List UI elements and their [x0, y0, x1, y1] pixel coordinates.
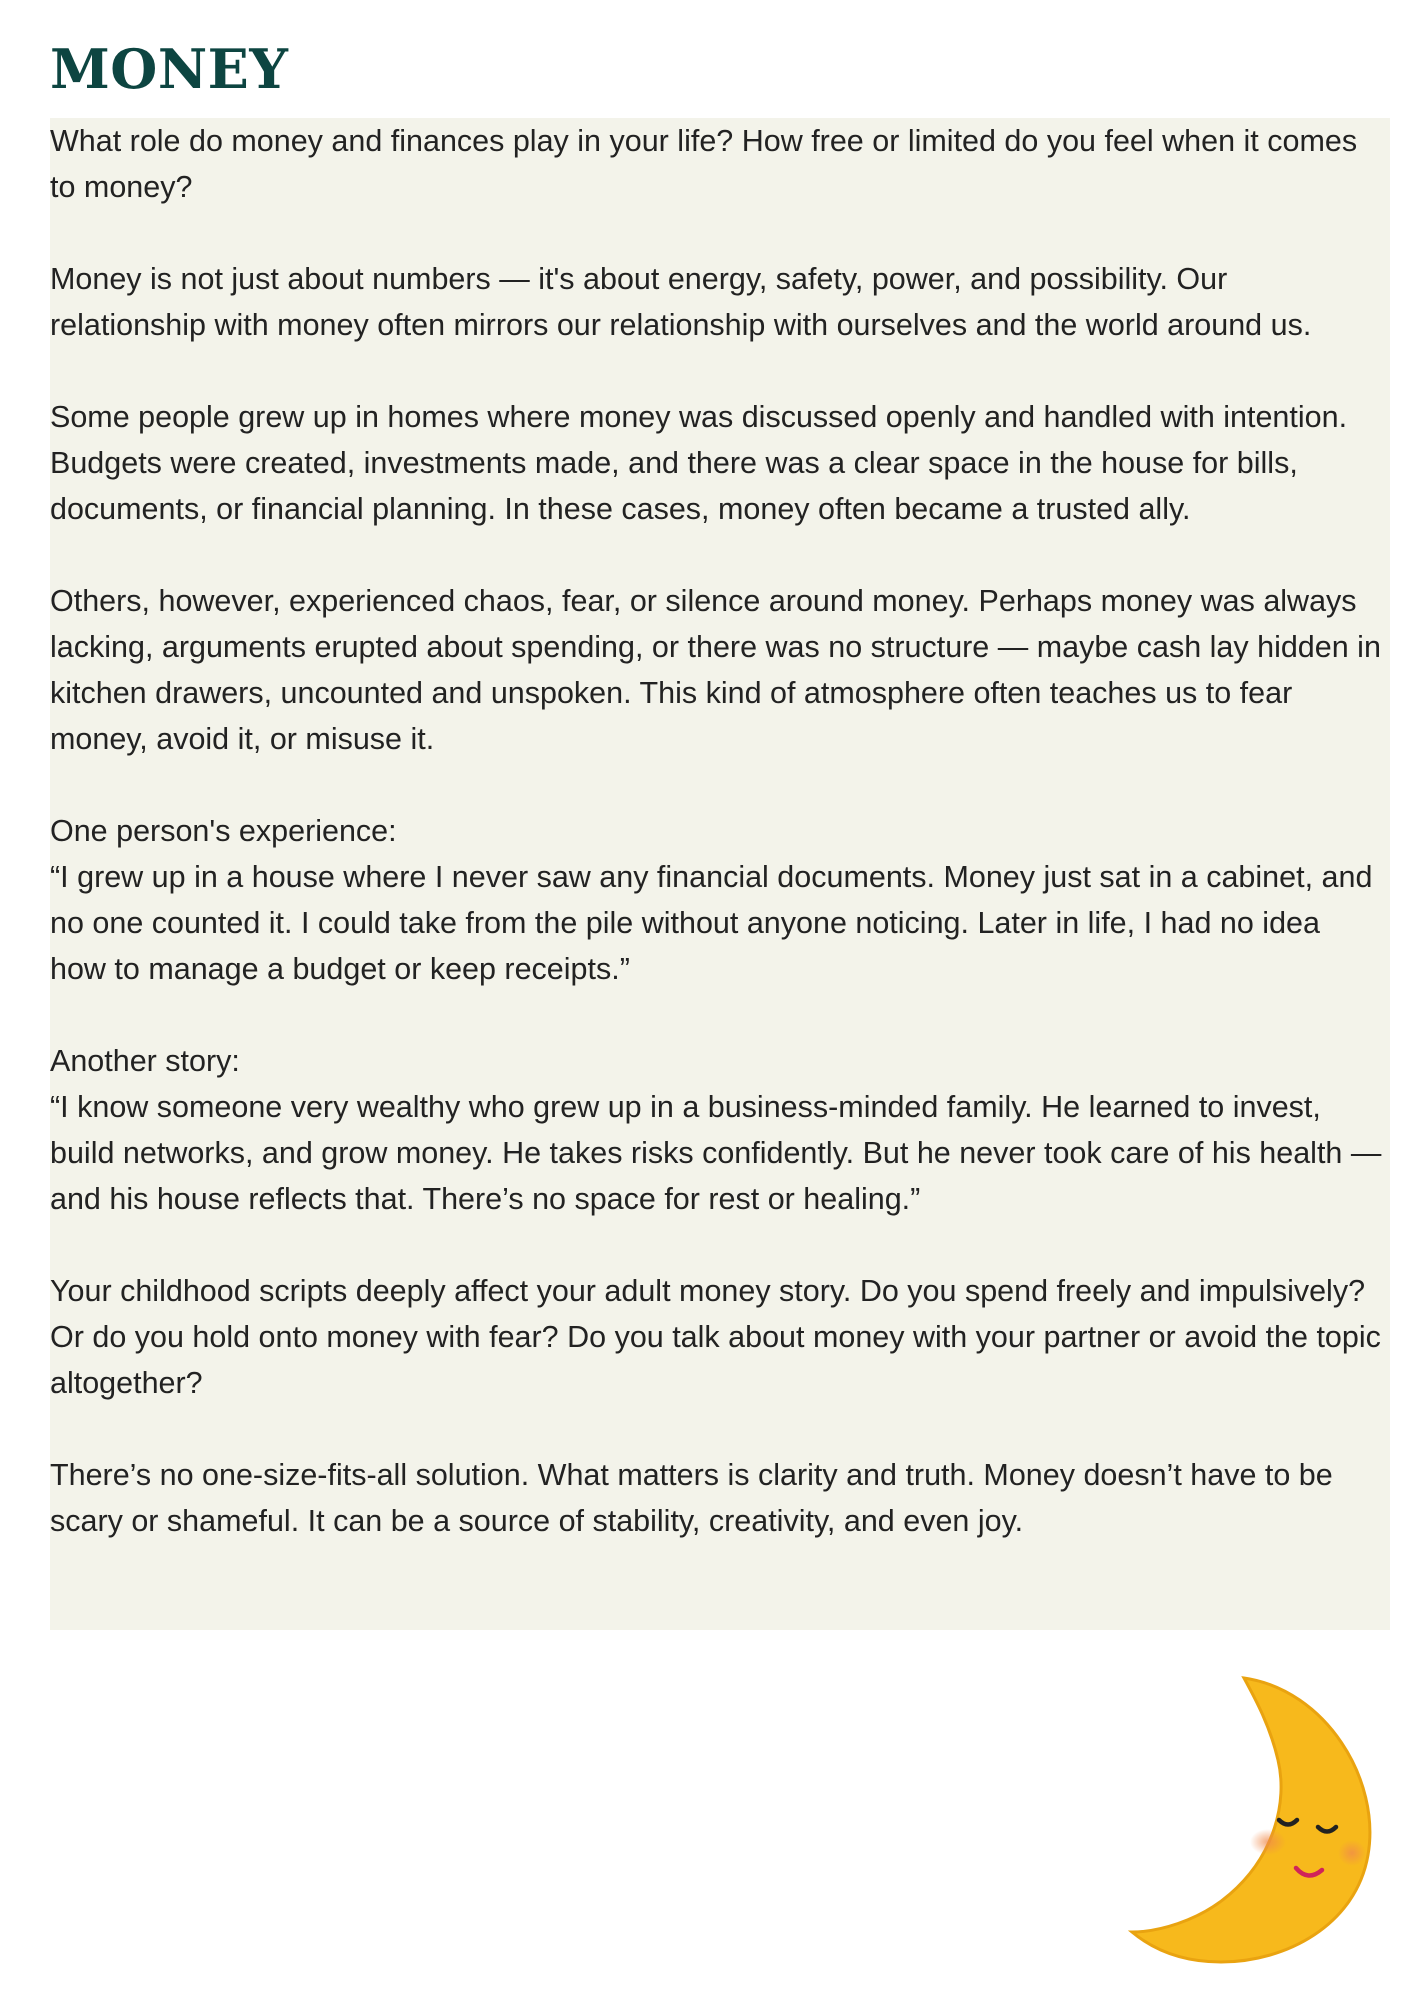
right-cheek — [1338, 1840, 1366, 1866]
paragraph-text: What role do money and finances play in your life? How free or limited do you feel when it comes to money? — [50, 124, 1358, 204]
paragraph-4 — [50, 578, 1382, 762]
story-quote: “I know someone very wealthy who grew up in a business-minded family. He learned to invest, build networks, and grow money. He takes risks confidently. But he never took care of his health — and his house reflects that. There’s no space for rest or healing.” — [50, 1090, 1382, 1216]
left-cheek — [1250, 1829, 1286, 1855]
paragraph-5 — [50, 808, 1382, 992]
paragraph-2 — [50, 256, 1382, 348]
paragraph-text: Money is not just about numbers — it's about energy, safety, power, and possibility. Our relationship with money often mirrors our relationship with ourselves and the world around us. — [50, 262, 1312, 342]
story-quote: “I grew up in a house where I never saw any financial documents. Money just sat in a cabinet, and no one counted it. I could take from the pile without anyone noticing. Later in life, I had no idea how to manage a budget or keep receipts.” — [50, 860, 1373, 986]
content-panel — [50, 118, 1390, 1630]
body-text — [50, 118, 1390, 1544]
paragraph-text: Some people grew up in homes where money was discussed openly and handled with intention. Budgets were created, investments made, and there was a clear space in the house for bills, documents, or financial planning. In these cases, money often became a trusted ally. — [50, 400, 1348, 526]
paragraph-1 — [50, 118, 1382, 210]
page-title: MONEY — [50, 37, 289, 101]
story-heading: One person's experience: — [50, 814, 397, 848]
paragraph-text: Your childhood scripts deeply affect your adult money story. Do you spend freely and impulsively? Or do you hold onto money with fear? Do you talk about money with your partner or avoid the topic altogether? — [50, 1274, 1381, 1400]
paragraph-6 — [50, 1038, 1382, 1222]
paragraph-text: Others, however, experienced chaos, fear, or silence around money. Perhaps money was always lacking, arguments erupted about spending, or there was no structure — maybe cash lay hidden in kitchen drawers, uncounted and unspoken. This kind of atmosphere often teaches us to fear money, avoid it, or misuse it. — [50, 584, 1381, 756]
story-heading: Another story: — [50, 1044, 240, 1078]
paragraph-8 — [50, 1452, 1382, 1544]
paragraph-text: There’s no one-size-fits-all solution. What matters is clarity and truth. Money doesn’t have to be scary or shameful. It can be a source of stability, creativity, and even joy. — [50, 1458, 1333, 1538]
moon-body — [1132, 1678, 1370, 1962]
paragraph-3 — [50, 394, 1382, 532]
paragraph-7 — [50, 1268, 1382, 1406]
sleeping-crescent-moon-icon — [1126, 1670, 1386, 1970]
